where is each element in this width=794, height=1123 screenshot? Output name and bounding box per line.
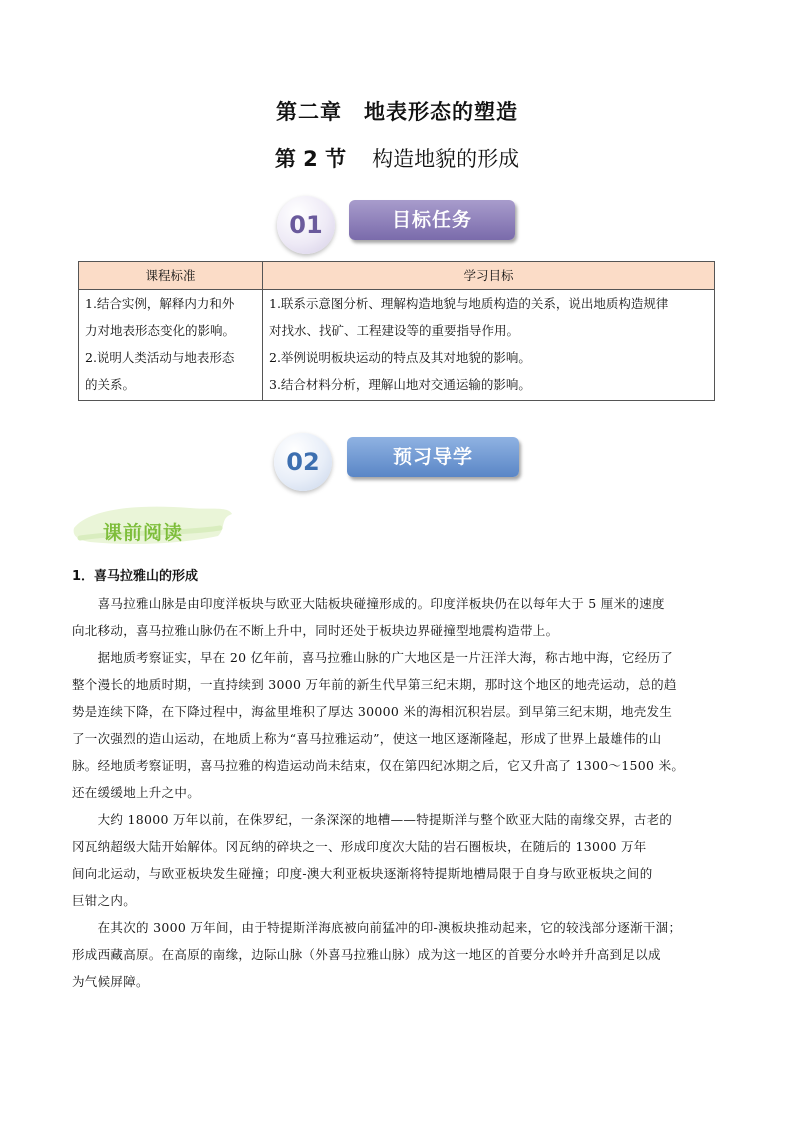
table-header-standards: 课程标准 (79, 262, 263, 290)
text-line: 形成西藏高原。在高原的南缘，边际山脉（外喜马拉雅山脉）成为这一地区的首要分水岭并升高到足以成 (72, 947, 661, 962)
objectives-line: 2.举例说明板块运动的特点及其对地貌的影响。 (269, 350, 531, 365)
text-line: 势是连续下降，在下降过程中，海盆里堆积了厚达 30000 米的海相沉积岩层。到早第三纪末期，地壳发生 (72, 704, 673, 719)
text-line: 还在缓缓地上升之中。 (72, 785, 201, 800)
standards-cell (79, 290, 263, 401)
section-title (0, 143, 794, 173)
text-line: 大约 18000 万年以前，在侏罗纪，一条深深的地槽——特提斯洋与整个欧亚大陆的南缘交界，古老的 (72, 812, 673, 827)
table-header-objectives: 学习目标 (263, 262, 715, 290)
standards-line: 的关系。 (85, 377, 136, 392)
text-line: 冈瓦纳超级大陆开始解体。冈瓦纳的碎块之一、形成印度次大陆的岩石圈板块，在随后的 13000 万年 (72, 839, 647, 854)
reading-subheading: 1．喜马拉雅山的形成 (72, 569, 199, 584)
paragraph (72, 644, 734, 806)
banner-preview (274, 433, 524, 493)
section-name: 构造地貌的形成 (372, 147, 520, 171)
reading-label: 课前阅读 (103, 522, 184, 544)
text-line: 巨钳之内。 (72, 893, 137, 908)
standards-line: 力对地表形态变化的影响。 (85, 323, 236, 338)
objectives-line: 对找水、找矿、工程建设等的重要指导作用。 (269, 323, 520, 338)
text-line: 向北移动，喜马拉雅山脉仍在不断上升中，同时还处于板块边界碰撞型地震构造带上。 (72, 623, 559, 638)
text-line: 为气候屏障。 (72, 974, 149, 989)
objectives-line: 1.联系示意图分析、理解构造地貌与地质构造的关系，说出地质构造规律 (269, 296, 669, 311)
banner-number: 02 (274, 433, 332, 491)
objectives-line: 3.结合材料分析，理解山地对交通运输的影响。 (269, 377, 531, 392)
chapter-title: 第二章 地表形态的塑造 (276, 100, 518, 124)
banner-label: 目标任务 (349, 200, 515, 240)
text-line: 整个漫长的地质时期，一直持续到 3000 万年前的新生代早第三纪末期，那时这个地区的地壳运动，总的趋 (72, 677, 677, 692)
goals-table (78, 261, 715, 401)
objectives-cell (263, 290, 715, 401)
text-line: 据地质考察证实，早在 20 亿年前，喜马拉雅山脉的广大地区是一片汪洋大海，称古地中海，它经历了 (72, 650, 674, 665)
text-line: 间向北运动，与欧亚板块发生碰撞；印度-澳大利亚板块逐渐将特提斯地槽局限于自身与欧亚板块之间的 (72, 866, 653, 881)
standards-line: 1.结合实例，解释内力和外 (85, 296, 235, 311)
text-line: 在其次的 3000 万年间，由于特提斯洋海底被向前猛冲的印-澳板块推动起来，它的较浅部分逐渐干涸； (72, 920, 682, 935)
banner-number: 01 (277, 196, 335, 254)
banner-objectives (277, 196, 522, 256)
banner-label: 预习导学 (347, 437, 519, 477)
section-number: 第 2 节 (274, 147, 347, 171)
paragraph (72, 806, 734, 914)
text-line: 喜马拉雅山脉是由印度洋板块与欧亚大陆板块碰撞形成的。印度洋板块仍在以每年大于 5 厘米的速度 (72, 596, 665, 611)
text-line: 了一次强烈的造山运动，在地质上称为“喜马拉雅运动”，使这一地区逐渐隆起，形成了世界上最雄伟的山 (72, 731, 662, 746)
text-line: 脉。经地质考察证明，喜马拉雅的构造运动尚未结束，仅在第四纪冰期之后，它又升高了 1300～1500 米。 (72, 758, 685, 773)
paragraph (72, 914, 734, 995)
paragraph (72, 590, 734, 644)
standards-line: 2.说明人类活动与地表形态 (85, 350, 235, 365)
